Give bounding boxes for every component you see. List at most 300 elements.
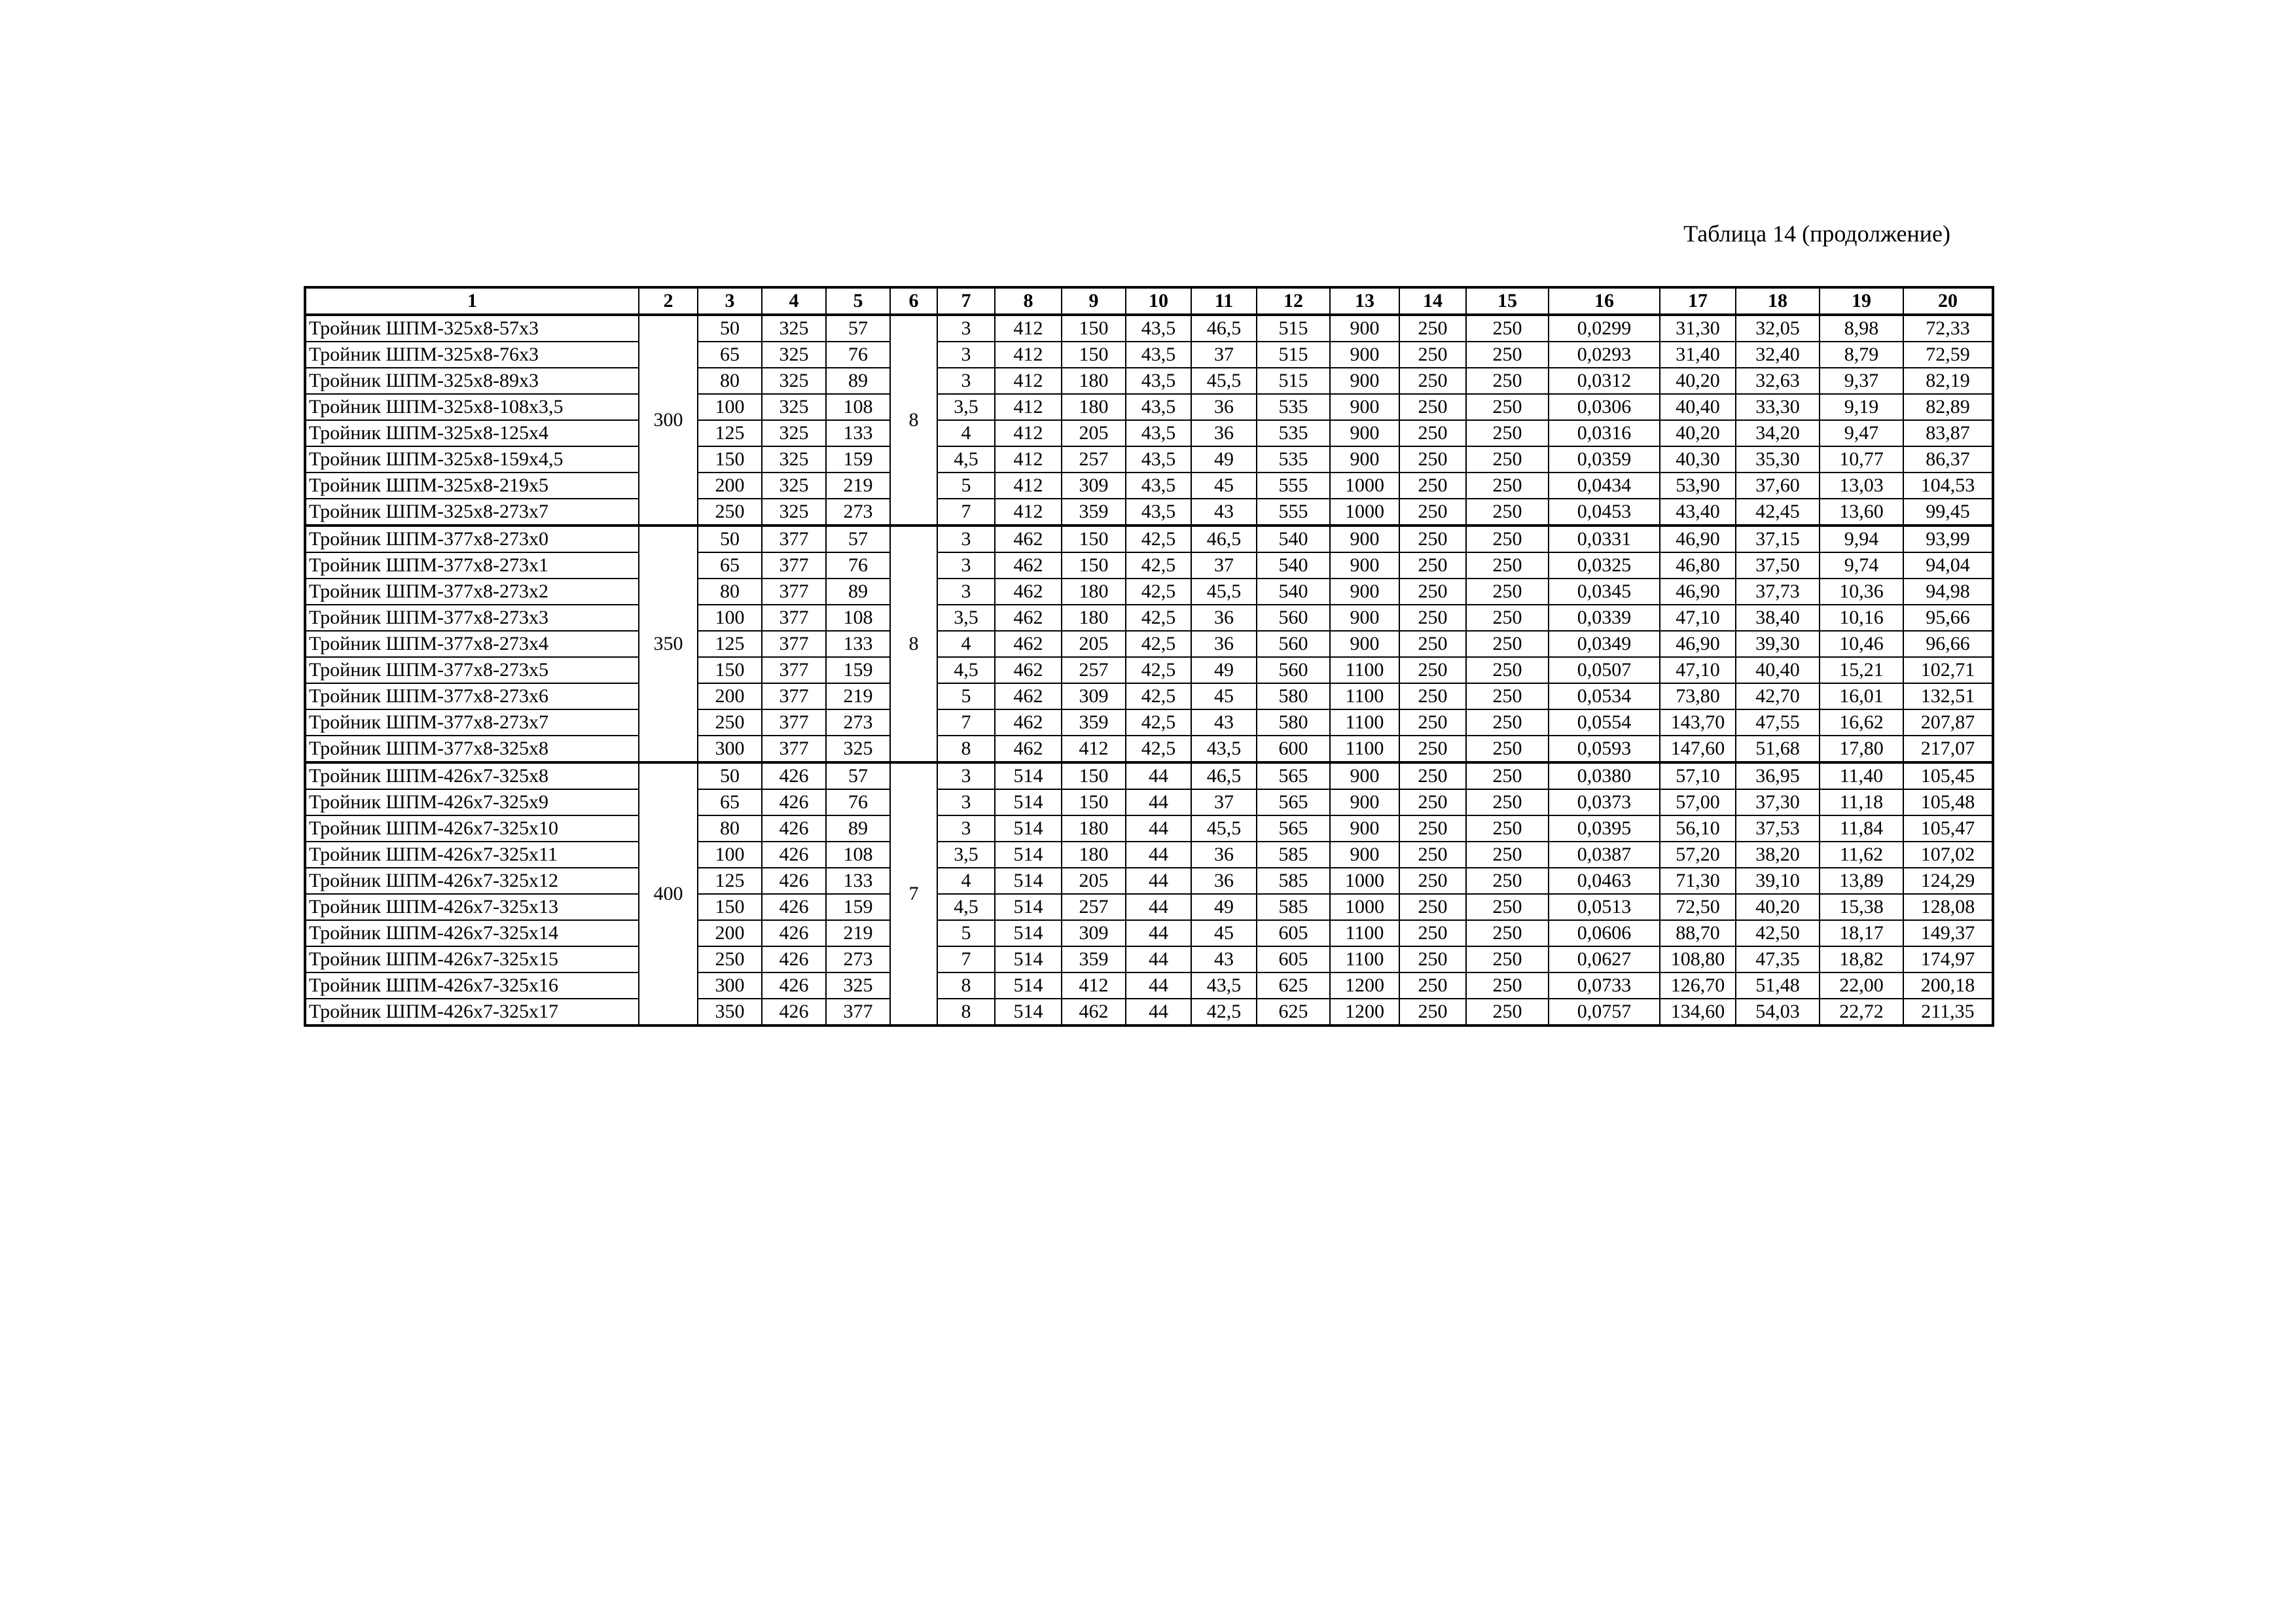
column-header: 14 [1399, 287, 1466, 315]
table-cell: 412 [995, 446, 1062, 473]
table-cell: 9,47 [1820, 420, 1903, 446]
table-cell: 10,16 [1820, 605, 1903, 631]
table-cell: 44 [1126, 972, 1191, 999]
table-cell: 42,5 [1191, 999, 1257, 1026]
table-row [305, 946, 1993, 972]
table-cell: 462 [995, 579, 1062, 605]
table-cell: 11,18 [1820, 789, 1903, 815]
table-cell: 65 [698, 552, 762, 579]
table-cell: 125 [698, 420, 762, 446]
table-cell: 46,5 [1191, 526, 1257, 552]
column-header: 19 [1820, 287, 1903, 315]
table-cell: 250 [1466, 868, 1549, 894]
table-cell: 1100 [1330, 657, 1399, 683]
table-cell: 37,15 [1736, 526, 1820, 552]
table-row [305, 446, 1993, 473]
table-cell: 10,77 [1820, 446, 1903, 473]
table-cell: 57,20 [1660, 842, 1736, 868]
table-row [305, 342, 1993, 368]
table-cell: 76 [826, 342, 890, 368]
table-cell: 412 [995, 420, 1062, 446]
table-cell: 0,0463 [1549, 868, 1660, 894]
table-cell: 350 [698, 999, 762, 1026]
table-cell: 42,5 [1126, 657, 1191, 683]
table-cell: 47,35 [1736, 946, 1820, 972]
table-cell: 514 [995, 972, 1062, 999]
table-cell: 514 [995, 815, 1062, 842]
table-cell: 250 [1399, 762, 1466, 789]
table-cell: 1000 [1330, 499, 1399, 526]
table-cell: 0,0513 [1549, 894, 1660, 920]
table-cell: 250 [1399, 473, 1466, 499]
table-cell: 565 [1257, 815, 1330, 842]
table-cell: 412 [995, 394, 1062, 420]
table-cell: 159 [826, 894, 890, 920]
table-cell: 82,89 [1903, 394, 1993, 420]
table-cell: 126,70 [1660, 972, 1736, 999]
table-cell: 133 [826, 631, 890, 657]
table-cell: 900 [1330, 631, 1399, 657]
column-header: 9 [1062, 287, 1126, 315]
table-cell: 95,66 [1903, 605, 1993, 631]
table-cell: 108 [826, 842, 890, 868]
table-cell: 10,46 [1820, 631, 1903, 657]
table-cell: 54,03 [1736, 999, 1820, 1026]
table-cell: 1000 [1330, 894, 1399, 920]
table-cell: 49 [1191, 657, 1257, 683]
table-cell: 3,5 [937, 394, 995, 420]
table-cell: 250 [1399, 579, 1466, 605]
table-cell: 96,66 [1903, 631, 1993, 657]
table-cell: 150 [698, 446, 762, 473]
table-cell: 43,5 [1126, 499, 1191, 526]
table-cell: 1100 [1330, 920, 1399, 946]
table-cell: 412 [995, 473, 1062, 499]
table-cell: 250 [1399, 605, 1466, 631]
table-cell: 99,45 [1903, 499, 1993, 526]
table-cell: 219 [826, 683, 890, 709]
table-cell: 3 [937, 815, 995, 842]
table-cell: 0,0359 [1549, 446, 1660, 473]
cell-name: Тройник ШПМ-377х8-273х1 [305, 552, 639, 579]
table-cell: 462 [995, 552, 1062, 579]
table-cell: 257 [1062, 894, 1126, 920]
table-cell: 43 [1191, 946, 1257, 972]
table-cell: 42,70 [1736, 683, 1820, 709]
table-cell: 0,0293 [1549, 342, 1660, 368]
table-cell: 180 [1062, 368, 1126, 394]
table-cell: 0,0627 [1549, 946, 1660, 972]
cell-name: Тройник ШПМ-325х8-219х5 [305, 473, 639, 499]
table-cell: 250 [1466, 999, 1549, 1026]
table-cell: 42,50 [1736, 920, 1820, 946]
table-cell: 900 [1330, 762, 1399, 789]
table-cell: 309 [1062, 683, 1126, 709]
table-cell: 43 [1191, 709, 1257, 736]
table-cell: 94,04 [1903, 552, 1993, 579]
table-cell: 46,5 [1191, 315, 1257, 342]
table-cell: 250 [1466, 946, 1549, 972]
table-cell: 45 [1191, 920, 1257, 946]
table-cell: 15,21 [1820, 657, 1903, 683]
table-cell: 4,5 [937, 446, 995, 473]
table-cell: 325 [762, 446, 826, 473]
cell-dn-main: 300 [639, 315, 698, 526]
table-cell: 250 [1399, 315, 1466, 342]
table-cell: 22,00 [1820, 972, 1903, 999]
table-cell: 250 [1399, 972, 1466, 999]
table-cell: 4,5 [937, 894, 995, 920]
column-header: 16 [1549, 287, 1660, 315]
table-cell: 76 [826, 552, 890, 579]
table-cell: 257 [1062, 446, 1126, 473]
table-cell: 3 [937, 789, 995, 815]
table-cell: 273 [826, 709, 890, 736]
table-cell: 37 [1191, 552, 1257, 579]
table-row [305, 657, 1993, 683]
table-cell: 180 [1062, 394, 1126, 420]
table-cell: 0,0534 [1549, 683, 1660, 709]
table-cell: 37,53 [1736, 815, 1820, 842]
table-cell: 17,80 [1820, 736, 1903, 762]
table-cell: 514 [995, 920, 1062, 946]
table-row [305, 368, 1993, 394]
table-cell: 100 [698, 842, 762, 868]
table-cell: 555 [1257, 473, 1330, 499]
table-cell: 9,19 [1820, 394, 1903, 420]
table-cell: 159 [826, 657, 890, 683]
table-row [305, 420, 1993, 446]
column-header: 5 [826, 287, 890, 315]
cell-name: Тройник ШПМ-426х7-325х12 [305, 868, 639, 894]
table-cell: 37 [1191, 789, 1257, 815]
table-cell: 56,10 [1660, 815, 1736, 842]
table-cell: 250 [1466, 736, 1549, 762]
table-row [305, 894, 1993, 920]
table-row [305, 526, 1993, 552]
table-cell: 40,30 [1660, 446, 1736, 473]
table-cell: 535 [1257, 446, 1330, 473]
cell-name: Тройник ШПМ-377х8-273х7 [305, 709, 639, 736]
table-cell: 107,02 [1903, 842, 1993, 868]
table-cell: 900 [1330, 842, 1399, 868]
table-cell: 36 [1191, 631, 1257, 657]
cell-name: Тройник ШПМ-426х7-325х8 [305, 762, 639, 789]
table-cell: 535 [1257, 394, 1330, 420]
table-cell: 34,20 [1736, 420, 1820, 446]
table-cell: 426 [762, 920, 826, 946]
table-cell: 88,70 [1660, 920, 1736, 946]
column-header: 8 [995, 287, 1062, 315]
table-row [305, 315, 1993, 342]
table-cell: 42,5 [1126, 552, 1191, 579]
table-cell: 42,5 [1126, 605, 1191, 631]
table-cell: 250 [1466, 842, 1549, 868]
table-cell: 45,5 [1191, 815, 1257, 842]
table-cell: 250 [1399, 631, 1466, 657]
table-cell: 38,40 [1736, 605, 1820, 631]
table-cell: 36 [1191, 605, 1257, 631]
table-cell: 207,87 [1903, 709, 1993, 736]
table-cell: 325 [762, 473, 826, 499]
table-cell: 900 [1330, 342, 1399, 368]
table-cell: 37,30 [1736, 789, 1820, 815]
table-cell: 250 [1399, 683, 1466, 709]
table-cell: 133 [826, 420, 890, 446]
table-cell: 211,35 [1903, 999, 1993, 1026]
table-cell: 43,5 [1126, 473, 1191, 499]
table-cell: 22,72 [1820, 999, 1903, 1026]
table-cell: 44 [1126, 789, 1191, 815]
table-cell: 219 [826, 920, 890, 946]
table-cell: 900 [1330, 552, 1399, 579]
table-cell: 250 [1399, 368, 1466, 394]
table-cell: 45 [1191, 683, 1257, 709]
table-cell: 250 [1399, 342, 1466, 368]
table-cell: 40,20 [1660, 420, 1736, 446]
header-row [305, 287, 1993, 315]
table-cell: 1200 [1330, 972, 1399, 999]
table-cell: 250 [1466, 709, 1549, 736]
table-cell: 0,0757 [1549, 999, 1660, 1026]
table-cell: 515 [1257, 368, 1330, 394]
table-cell: 143,70 [1660, 709, 1736, 736]
table-cell: 377 [762, 709, 826, 736]
table-cell: 412 [995, 499, 1062, 526]
table-cell: 325 [826, 736, 890, 762]
table-cell: 150 [1062, 526, 1126, 552]
table-row [305, 394, 1993, 420]
table-cell: 359 [1062, 946, 1126, 972]
cell-wall-thickness: 7 [890, 762, 937, 1026]
table-cell: 150 [1062, 315, 1126, 342]
table-cell: 3,5 [937, 605, 995, 631]
table-cell: 1000 [1330, 868, 1399, 894]
table-cell: 32,63 [1736, 368, 1820, 394]
table-cell: 217,07 [1903, 736, 1993, 762]
cell-wall-thickness: 8 [890, 526, 937, 762]
table-cell: 36,95 [1736, 762, 1820, 789]
table-cell: 108 [826, 394, 890, 420]
table-cell: 514 [995, 789, 1062, 815]
table-cell: 900 [1330, 394, 1399, 420]
table-cell: 0,0733 [1549, 972, 1660, 999]
column-header: 15 [1466, 287, 1549, 315]
table-cell: 174,97 [1903, 946, 1993, 972]
table-cell: 16,01 [1820, 683, 1903, 709]
table-cell: 565 [1257, 789, 1330, 815]
table-cell: 40,40 [1660, 394, 1736, 420]
table-cell: 250 [1399, 446, 1466, 473]
table-cell: 1100 [1330, 683, 1399, 709]
table-cell: 13,60 [1820, 499, 1903, 526]
cell-name: Тройник ШПМ-426х7-325х9 [305, 789, 639, 815]
table-cell: 462 [995, 709, 1062, 736]
cell-name: Тройник ШПМ-377х8-273х0 [305, 526, 639, 552]
table-cell: 3 [937, 368, 995, 394]
table-cell: 250 [1399, 657, 1466, 683]
table-cell: 50 [698, 526, 762, 552]
table-cell: 150 [1062, 762, 1126, 789]
table-cell: 580 [1257, 709, 1330, 736]
table-cell: 426 [762, 868, 826, 894]
table-cell: 18,82 [1820, 946, 1903, 972]
table-cell: 300 [698, 972, 762, 999]
table-cell: 426 [762, 762, 826, 789]
table-cell: 94,98 [1903, 579, 1993, 605]
column-header: 6 [890, 287, 937, 315]
table-cell: 250 [1466, 394, 1549, 420]
table-cell: 45,5 [1191, 579, 1257, 605]
cell-name: Тройник ШПМ-426х7-325х14 [305, 920, 639, 946]
table-cell: 462 [995, 683, 1062, 709]
cell-name: Тройник ШПМ-325х8-273х7 [305, 499, 639, 526]
table-cell: 5 [937, 473, 995, 499]
table-cell: 50 [698, 315, 762, 342]
table-cell: 8 [937, 999, 995, 1026]
table-cell: 76 [826, 789, 890, 815]
table-cell: 31,40 [1660, 342, 1736, 368]
table-cell: 0,0316 [1549, 420, 1660, 446]
cell-name: Тройник ШПМ-426х7-325х13 [305, 894, 639, 920]
table-cell: 3 [937, 552, 995, 579]
table-cell: 900 [1330, 526, 1399, 552]
table-cell: 514 [995, 762, 1062, 789]
table-cell: 125 [698, 631, 762, 657]
table-cell: 5 [937, 683, 995, 709]
table-cell: 44 [1126, 815, 1191, 842]
specification-table [304, 286, 1994, 1027]
table-cell: 462 [995, 526, 1062, 552]
table-cell: 3 [937, 526, 995, 552]
table-cell: 43,5 [1126, 394, 1191, 420]
table-cell: 36 [1191, 842, 1257, 868]
table-cell: 132,51 [1903, 683, 1993, 709]
column-header: 18 [1736, 287, 1820, 315]
table-cell: 250 [1399, 552, 1466, 579]
table-cell: 147,60 [1660, 736, 1736, 762]
table-cell: 100 [698, 605, 762, 631]
table-cell: 37,60 [1736, 473, 1820, 499]
table-cell: 15,38 [1820, 894, 1903, 920]
table-cell: 3,5 [937, 842, 995, 868]
table-cell: 462 [995, 605, 1062, 631]
cell-name: Тройник ШПМ-325х8-159х4,5 [305, 446, 639, 473]
column-header: 20 [1903, 287, 1993, 315]
table-row [305, 789, 1993, 815]
table-cell: 65 [698, 789, 762, 815]
table-cell: 0,0345 [1549, 579, 1660, 605]
table-cell: 105,47 [1903, 815, 1993, 842]
table-cell: 49 [1191, 894, 1257, 920]
table-cell: 46,80 [1660, 552, 1736, 579]
table-cell: 80 [698, 368, 762, 394]
table-cell: 625 [1257, 999, 1330, 1026]
column-header: 1 [305, 287, 639, 315]
cell-name: Тройник ШПМ-426х7-325х11 [305, 842, 639, 868]
table-cell: 515 [1257, 315, 1330, 342]
table-cell: 65 [698, 342, 762, 368]
table-row [305, 762, 1993, 789]
table-cell: 325 [762, 342, 826, 368]
table-cell: 514 [995, 842, 1062, 868]
table-cell: 250 [1466, 446, 1549, 473]
table-cell: 900 [1330, 605, 1399, 631]
table-row [305, 972, 1993, 999]
table-cell: 11,84 [1820, 815, 1903, 842]
table-cell: 180 [1062, 815, 1126, 842]
table-cell: 42,5 [1126, 631, 1191, 657]
table-cell: 219 [826, 473, 890, 499]
table-cell: 51,68 [1736, 736, 1820, 762]
table-cell: 605 [1257, 946, 1330, 972]
table-cell: 585 [1257, 868, 1330, 894]
table-row [305, 552, 1993, 579]
table-cell: 80 [698, 815, 762, 842]
table-cell: 72,59 [1903, 342, 1993, 368]
table-row [305, 868, 1993, 894]
table-cell: 104,53 [1903, 473, 1993, 499]
table-cell: 1100 [1330, 946, 1399, 972]
table-cell: 250 [1399, 920, 1466, 946]
table-cell: 8 [937, 972, 995, 999]
column-header: 4 [762, 287, 826, 315]
table-row [305, 815, 1993, 842]
table-cell: 4 [937, 420, 995, 446]
table-cell: 377 [762, 657, 826, 683]
table-cell: 0,0306 [1549, 394, 1660, 420]
table-cell: 250 [1466, 473, 1549, 499]
table-cell: 250 [1466, 762, 1549, 789]
table-cell: 377 [762, 579, 826, 605]
table-cell: 359 [1062, 499, 1126, 526]
column-header: 17 [1660, 287, 1736, 315]
column-header: 2 [639, 287, 698, 315]
table-cell: 44 [1126, 842, 1191, 868]
table-cell: 250 [1466, 368, 1549, 394]
table-cell: 1200 [1330, 999, 1399, 1026]
table-cell: 36 [1191, 868, 1257, 894]
table-cell: 250 [1466, 631, 1549, 657]
table-cell: 205 [1062, 868, 1126, 894]
table-cell: 900 [1330, 315, 1399, 342]
table-cell: 5 [937, 920, 995, 946]
cell-name: Тройник ШПМ-426х7-325х10 [305, 815, 639, 842]
table-cell: 377 [826, 999, 890, 1026]
table-cell: 105,45 [1903, 762, 1993, 789]
table-cell: 377 [762, 736, 826, 762]
column-header: 13 [1330, 287, 1399, 315]
column-header: 3 [698, 287, 762, 315]
table-cell: 250 [1399, 394, 1466, 420]
cell-name: Тройник ШПМ-325х8-108х3,5 [305, 394, 639, 420]
column-header: 12 [1257, 287, 1330, 315]
table-cell: 250 [1399, 709, 1466, 736]
table-cell: 325 [762, 315, 826, 342]
table-cell: 80 [698, 579, 762, 605]
table-cell: 43,5 [1126, 420, 1191, 446]
table-cell: 150 [1062, 342, 1126, 368]
table-cell: 43,5 [1191, 972, 1257, 999]
table-cell: 3 [937, 762, 995, 789]
table-cell: 514 [995, 894, 1062, 920]
table-cell: 250 [1399, 894, 1466, 920]
table-cell: 43,40 [1660, 499, 1736, 526]
table-cell: 45 [1191, 473, 1257, 499]
table-cell: 86,37 [1903, 446, 1993, 473]
table-cell: 105,48 [1903, 789, 1993, 815]
table-cell: 200 [698, 473, 762, 499]
